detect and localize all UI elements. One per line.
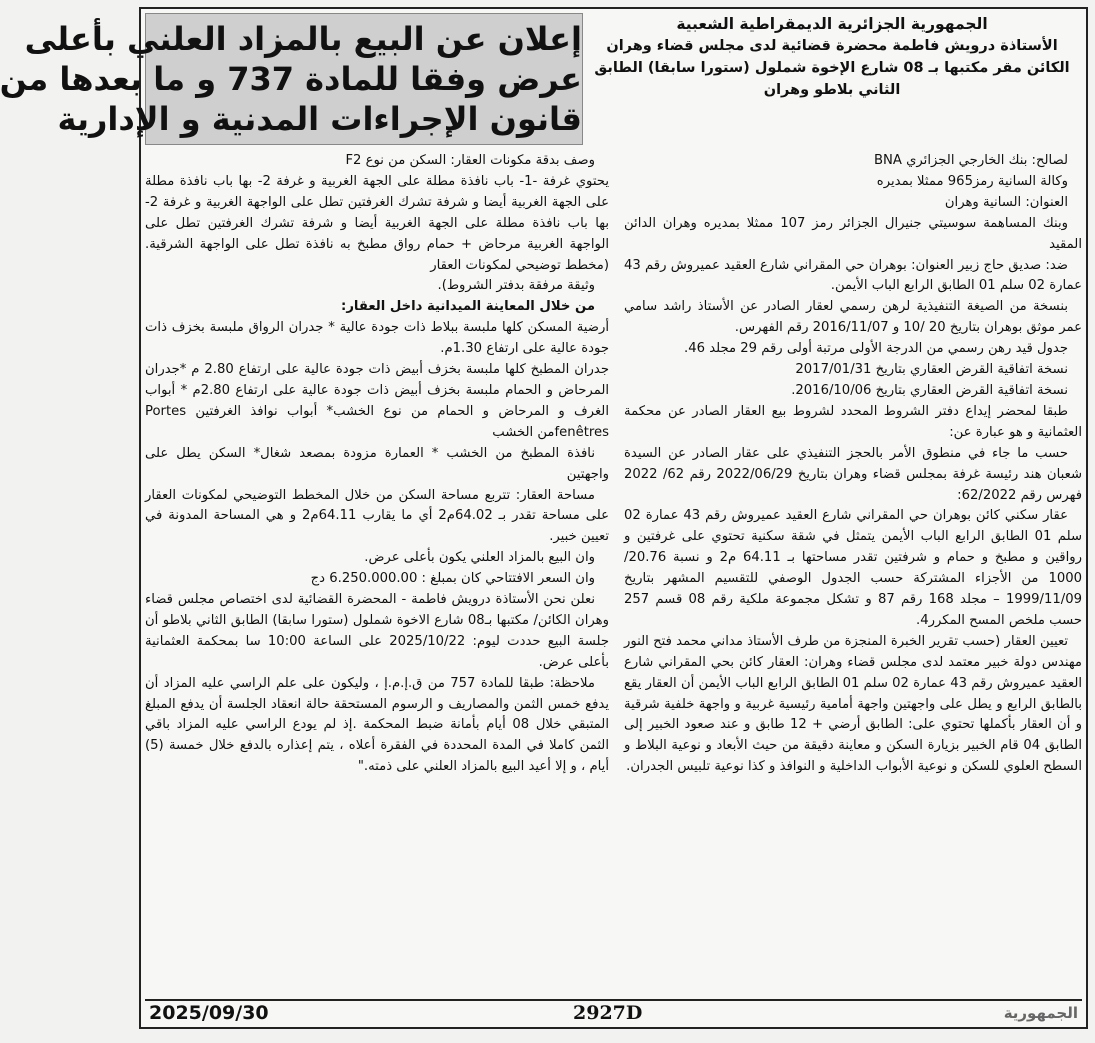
paragraph: وبنك المساهمة سوسيتي جنيرال الجزائر رمز 107 ممثلا بمديره وهران الدائن المقيد bbox=[624, 215, 1082, 252]
announcement-title bbox=[0, 13, 583, 145]
newspaper-page bbox=[0, 7, 1088, 1029]
title-line: قانون الإجراءات المدنية و الإدارية bbox=[57, 100, 582, 138]
paragraph: عقار سكني كائن بوهران حي المقراني شارع العقيد عميروش رقم 43 عمارة 02 سلم 01 الطابق الرابع الباب الأيمن يتمثل في شقة سكنية تحتوي على غرفتين و رواقين و مطبخ و حمام و شرفتين تقدر مساحتها بـ 64.11 م2 و نسبة 20.76/ 1000 من الأجزاء المشتركة حسب الجدول الوصفي للتقسيم المشهر بتاريخ 1999/11/09 – مجلد 168 رقم 87 و تشكل مجموعة ملكية رقم 08 قسم 257 حسب ملخص المسح المكرر4. bbox=[624, 508, 1083, 628]
paragraph: وان البيع بالمزاد العلني يكون بأعلى عرض. bbox=[364, 550, 595, 566]
paragraph: وصف بدقة مكونات العقار: السكن من نوع F2 bbox=[345, 153, 595, 168]
paragraph: نسخة اتفاقية القرض العقاري بتاريخ 2017/01/31 bbox=[795, 362, 1068, 378]
paragraph: جدول قيد رهن رسمي من الدرجة الأولى مرتبة أولى رقم 29 مجلد 46. bbox=[684, 341, 1068, 357]
issuer-block bbox=[582, 13, 1082, 143]
right-column bbox=[624, 151, 1082, 999]
page-footer bbox=[145, 999, 1082, 1025]
paragraph: نافذة المطبخ من الخشب * العمارة مزودة بمصعد شغال* السكن يطل على واجهتين bbox=[145, 445, 609, 482]
body-columns bbox=[145, 151, 1082, 999]
paragraph: من خلال المعاينة الميدانية داخل العقار: bbox=[341, 299, 595, 315]
bailiff-line: الأستاذة درويش فاطمة محضرة قضائية لدى مجلس قضاء وهران bbox=[606, 38, 1058, 54]
paragraph: نسخة اتفاقية القرض العقاري بتاريخ 2016/10/06. bbox=[791, 382, 1068, 398]
paragraph: لصالح: بنك الخارجي الجزائري BNA bbox=[873, 153, 1068, 168]
paragraph: ملاحظة: طبقا للمادة 757 من ق.إ.م.إ ، وليكون على علم الراسي عليه المزاد أن يدفع خمس الثمن والمصاريف و الرسوم المستحقة حالة انعقاد الجلسة أن يدفع المبلغ المتبقي خلال 08 أيام بأمانة ضبط المحكمة .إذ لم يودع الراسي عليه المزاد باقي الثمن كاملا في المدة المحددة في الفقرة أعلاه ، يتم إعذاره بالدفع خلال خمسة (5) أيام ، و إلا أعيد البيع بالمزاد العلني على ذمته." bbox=[145, 675, 609, 775]
issue-date: 2025/09/30 bbox=[149, 1002, 269, 1024]
paragraph: العنوان: السانية وهران bbox=[944, 194, 1068, 210]
paragraph: وثيقة مرفقة بدفتر الشروط). bbox=[437, 278, 595, 294]
paragraph: يحتوي غرفة -1- باب نافذة مطلة على الجهة الغربية و غرفة 2- بها باب نافذة مطلة على الجهة الغربية أيضا و شرفة تشرك الغرفتين تطل على الواجهة الغربية و غرفة 2- بها باب نافذة مطلة على الجهة الغربية أيضا و شرفة تشرك الغرفتين تطل على الواجهة الغربية مرحاض + حمام رواق مطبخ به نافذة تطل على الواجهة الشرقية.(مخطط توضيحي لمكونات العقار bbox=[145, 173, 609, 273]
paragraph: تعيين العقار (حسب تقرير الخبرة المنجزة من طرف الأستاذ مداني محمد فتح النور مهندس دولة خبير معتمد لدى مجلس قضاء وهران: العقار كائن بحي المقراني شارع العقيد عميروش رقم 43 عمارة 02 سلم 01 الطابق الرابع الباب الأيمن أن العقار يقع بالطابق الرابع و يطل على واجهتين واجهة أمامية رئيسية غربية و واجهة خلفية شرقية و أن العقار بأكملها تحتوي على: الطابق أرضي + 12 طابق و عند صعود الخبير إلى الطابق 04 قام الخبير بزيارة السكن و معاينة دقيقة من حيث الأبعاد و نوعية البلاط و السطح العلوي للسكن و نوعية الأبواب الداخلية و النوافذ و كذا نوعية تلبيس الجدران. bbox=[624, 633, 1083, 775]
announcement-code: 2927D bbox=[573, 1002, 643, 1024]
paragraph: وان السعر الافتتاحي كان بمبلغ : 6.250.000.00 دج bbox=[310, 571, 595, 587]
paragraph: جدران المطبخ كلها ملبسة بخزف أبيض ذات جودة عالية على ارتفاع 2.80 م *جدران المرحاض و الحمام ملبسة بخزف أبيض ذات جودة عالية على ارتفاع 2.80م * أبواب الغرف و المرحاض و الحمام من نوع الخشب* أبواب نوافذ الغرفتين Portes fenêtresمن الخشب bbox=[145, 362, 609, 440]
paragraph: وكالة السانية رمز965 ممثلا بمديره bbox=[876, 173, 1068, 189]
paragraph: حسب ما جاء في منطوق الأمر بالحجز التنفيذي على عقار الصادر عن السيدة شعبان هند رئيسة غرفة بمجلس قضاء وهران بتاريخ 2022/06/29 رقم 62/ 2022 فهرس رقم 62/2022: bbox=[624, 445, 1083, 503]
left-column bbox=[145, 151, 609, 999]
paragraph: طبقا لمحضر إيداع دفتر الشروط المحدد لشروط بيع العقار الصادر عن محكمة العثمانية و هو عبارة عن: bbox=[624, 403, 1082, 440]
title-line: إعلان عن البيع بالمزاد العلني بأعلى bbox=[24, 20, 582, 58]
paragraph: نعلن نحن الأستاذة درويش فاطمة - المحضرة القضائية لدى اختصاص مجلس قضاء وهران الكائن/ مكتبها بـ08 شارع الاخوة شملول (ستورا سابقا) الطابق الثاني بلاطو أن جلسة البيع حددت ليوم: 2025/10/22 على الساعة 10:00 سا بمحكمة العثمانية بأعلى عرض. bbox=[145, 592, 609, 670]
bailiff-line: الثاني بلاطو وهران bbox=[763, 82, 901, 98]
republic-line: الجمهورية الجزائرية الديمقراطية الشعبية bbox=[676, 15, 988, 33]
bailiff-line: الكائن مقر مكتبها بـ 08 شارع الإخوة شملول (ستورا سابقا) الطابق bbox=[594, 60, 1070, 76]
announcement-header bbox=[0, 13, 1082, 147]
paragraph: أرضية المسكن كلها ملبسة ببلاط ذات جودة عالية * جدران الرواق ملبسة بخزف ذات جودة عالية على ارتفاع 1.30م. bbox=[145, 320, 609, 357]
publication-logo: الجمهورية bbox=[1003, 1004, 1078, 1022]
title-line: عرض وفقا للمادة 737 و ما بعدها من bbox=[0, 60, 582, 98]
paragraph: بنسخة من الصيغة التنفيذية لرهن رسمي لعقار الصادر عن الأستاذ راشد سامي عمر موثق بوهران بتاريخ 20 /10 و 2016/11/07 رقم الفهرس. bbox=[624, 299, 1082, 336]
paragraph: مساحة العقار: تتربع مساحة السكن من خلال المخطط التوضيحي لمكونات العقار على مساحة تقدر بـ 64.02م2 أي ما يقارب 64.11م2 و هي المساحة المدونة في تعيين خبير. bbox=[145, 487, 609, 545]
paragraph: ضد: صديق حاج زبير العنوان: بوهران حي المقراني شارع العقيد عميروش رقم 43 عمارة 02 سلم 01 الطابق الرابع الباب الأيمن. bbox=[624, 257, 1082, 294]
